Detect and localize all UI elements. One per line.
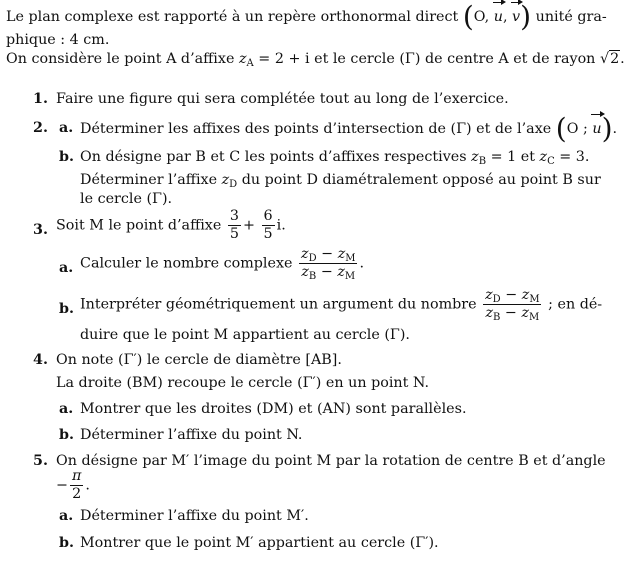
question-3-intro: Soit M le point d’affixe $\frac{3}{5}$ + $\frac{6}{5}$ i. [56, 208, 286, 242]
intro-line-2: phique : 4 cm. [6, 32, 110, 48]
question-4-line-2: La droite (BM) recoupe le cercle (Γ′) en un point N. [56, 375, 430, 391]
question-2-number: 2. [33, 120, 48, 136]
fraction-6-5: $\frac{6}{5}$ [263, 208, 273, 242]
fraction-3-5: $\frac{3}{5}$ [229, 208, 239, 242]
question-2b-label: b. [59, 149, 74, 165]
question-3a-text: Calculer le nombre complexe $\frac{z_D - z_M}{z_B - z_M}$ . [80, 246, 365, 282]
question-4a-label: a. [59, 401, 74, 417]
question-5a-label: a. [59, 508, 74, 524]
question-4b-label: b. [59, 427, 74, 443]
question-3b-line-1: Interpréter géométriquement un argument du nombre $\frac{z_D - z_M}{z_B - z_M}$ ; en dé- [80, 287, 603, 323]
question-3b-label: b. [59, 301, 74, 317]
question-1-text: Faire une figure qui sera complétée tout au long de l’exercice. [56, 91, 509, 107]
question-2a-label: a. [59, 120, 74, 136]
fraction-pi-over-2: $\frac{\pi}{2}$ [71, 468, 82, 502]
question-1-number: 1. [33, 91, 48, 107]
question-2b-line-1: On désigne par B et C les points d’affixes respectives $z_B = 1$ et $z_C = 3$. [80, 149, 590, 167]
fraction-zD-zM-over-zB-zM: $\frac{z_D - z_M}{z_B - z_M}$ [301, 246, 356, 282]
vector-v: v [512, 8, 520, 27]
vector-u-axis: u [592, 120, 601, 139]
fraction-argument: $\frac{z_D - z_M}{z_B - z_M}$ [485, 287, 540, 323]
intro-line-3: On considère le point A d’affixe $z_A = 2 + i$ et le cercle (Γ) de centre A et de rayon √2. [6, 51, 625, 69]
vector-u: u [494, 8, 503, 27]
question-4a-text: Montrer que les droites (DM) et (AN) sont parallèles. [80, 401, 467, 417]
question-5b-label: b. [59, 535, 74, 551]
sqrt-two: √2 [599, 51, 620, 67]
question-5-line-2: − $\frac{\pi}{2}$ . [56, 468, 90, 502]
question-5-line-1: On désigne par M′ l’image du point M par la rotation de centre B et d’angle [56, 453, 606, 469]
question-4b-text: Déterminer l’affixe du point N. [80, 427, 303, 443]
question-3a-label: a. [59, 260, 74, 276]
question-3-number: 3. [33, 222, 48, 238]
question-2b-line-3: le cercle (Γ). [80, 191, 173, 207]
question-3b-line-2: duire que le point M appartient au cercle (Γ). [80, 327, 410, 343]
question-4-number: 4. [33, 352, 48, 368]
question-5a-text: Déterminer l’affixe du point M′. [80, 508, 309, 524]
intro-line-1: Le plan complexe est rapporté à un repère orthonormal direct (O, u, v) unité gra- [6, 0, 607, 33]
question-2a-text: Déterminer les affixes des points d’intersection de (Γ) et de l’axe (O ; u). [80, 112, 618, 145]
question-4-line-1: On note (Γ′) le cercle de diamètre [AB]. [56, 352, 342, 368]
question-5-number: 5. [33, 453, 48, 469]
question-5b-text: Montrer que le point M′ appartient au cercle (Γ′). [80, 535, 439, 551]
question-2b-line-2: Déterminer l’affixe $z_D$ du point D diamétralement opposé au point B sur [80, 172, 601, 190]
